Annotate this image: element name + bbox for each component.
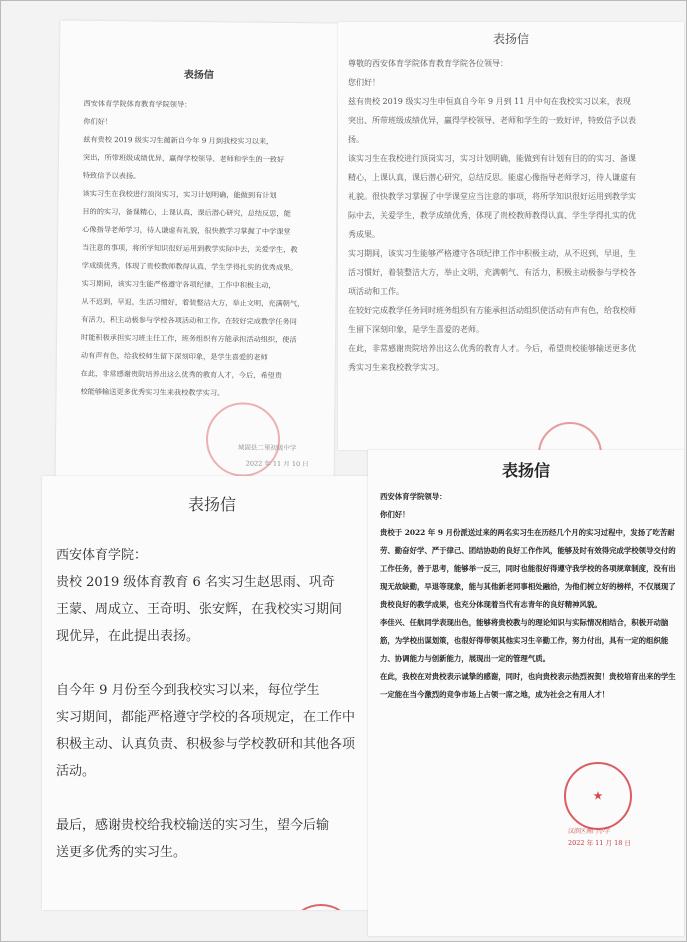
letter-line: 兹有贵校 2019 级实习生蔺新自今年 9 月到我校实习以来，	[83, 134, 274, 146]
letter-chenggu	[56, 21, 339, 480]
letter-title: 表扬信	[183, 69, 214, 82]
official-seal	[286, 904, 356, 910]
letter-nanmen	[368, 450, 684, 936]
letter-line: 动有声有色，给我校师生留下深刻印象，是学生喜爱的老师	[80, 350, 268, 362]
letter-line: 特致信予以表扬。	[82, 170, 141, 181]
letter-line: 兹有贵校 2019 级实习生申恒真自今年 9 月到 11 月中旬在我校实习以来，表现突出、所带班级成绩优异，赢得学校领导、老师和学生的一致好评，特致信予以表扬。	[348, 97, 636, 144]
letter-line: 西安体育学院领导：	[380, 492, 447, 501]
letter-title: 表扬信	[187, 495, 236, 514]
letter-line: 学成绩优秀，体现了贵校教师教得认真、学生学得扎实的优秀成果。	[81, 260, 298, 273]
letter-line: 送更多优秀的实习生。	[56, 845, 187, 860]
letter-date: 2022 年 11 月 10 日	[245, 459, 309, 469]
letter-line: 自今年 9 月份至今到我校实习以来，每位学生	[56, 683, 320, 698]
letter-shen	[338, 22, 684, 450]
letter-line: 最后，感谢贵校给我校输送的实习生，望今后输	[56, 818, 330, 833]
letter-line: 现优异，在此提出表扬。	[56, 629, 200, 644]
letter-line: 在此，非常感谢贵院培养出这么优秀的教育人才。今后，希望贵校能够输送更多优秀实习生来我校教学实习。	[348, 344, 636, 372]
letter-line: 您们好！	[348, 78, 380, 87]
letter-group	[42, 476, 382, 910]
letter-line: 积极主动、认真负责、积极参与学校教研和其他各项	[56, 737, 356, 752]
letter-line: 贵校 2019 级体育教育 6 名实习生赵思雨、巩奇	[56, 575, 335, 590]
letter-line: 活动。	[56, 764, 96, 779]
letter-body	[348, 54, 638, 377]
letter-line: 在此，我校在对贵校表示诚挚的感谢，同时，也向贵校表示热烈祝贺！贵校培育出来的学生一定能在当今激烈的竞争市场上占领一席之地，成为社会之有用人才！	[380, 672, 676, 699]
seal-star-icon: ★	[593, 790, 603, 802]
letter-line: 你们好！	[83, 116, 113, 127]
letter-body	[80, 95, 338, 404]
seal-text: 汉滨区南门小学	[568, 828, 611, 835]
official-seal	[564, 762, 632, 830]
letter-line: 该实习生在我校进行顶岗实习，实习计划明确，能做到有计划	[82, 188, 277, 200]
letter-line: 实习期间，都能严格遵守学校的各项规定，在工作中	[56, 710, 356, 725]
letter-line: 尊敬的西安体育学院体育教育学院各位领导：	[348, 59, 508, 68]
letter-line: 李佳兴、任航同学表现出色，能够将贵校教与的理论知识与实际情况相结合，积极开动脑筋，为学校出谋划策，也很好得带领其他实习生辛勤工作，努力付出，具有一定的组织能力、协调能力与创新能力，展现出一定的管理气质。	[380, 618, 669, 663]
letter-signature: 城固县二里初级中学	[237, 443, 297, 453]
letter-line: 校能够输送更多优秀实习生来我校教学实习。	[80, 386, 225, 398]
letter-line: 西安体育学院：	[56, 548, 148, 563]
official-seal	[538, 422, 602, 450]
letter-line: 心像指导老师学习，待人谦虚有礼貌，很快教学习掌握了中学课堂	[82, 224, 291, 236]
letter-line	[56, 785, 382, 812]
letter-body	[56, 542, 382, 866]
letter-line: 该实习生在我校进行顶岗实习，实习计划明确，能做到有计划有目的的实习、备课精心，上课认真，课后潜心研究，总结反思。能虚心像指导老师学习，待人谦虚有礼貌。很快教学习掌握了中学课堂应当注意的事项，将所学知识很好运用到教学实际中去，关爱学生，教学成绩优秀，体现了贵校教师教得认真、学生学得扎实的优秀成果。	[348, 154, 636, 239]
letter-line: 从不迟到，早退，生活习惯好，着装整洁大方，举止文明，充满朝气，	[81, 296, 305, 309]
letter-line: 贵校于 2022 年 9 月份派送过来的两名实习生在历经几个月的实习过程中，发扬了吃苦耐劳、勤奋好学、严于律己、团结协助的良好工作作风，能够及时有效得完成学校领导交付的工作任务，善于思考，能够举一反三，同时也能很好得遵守我学校的各项规章制度，没有出现无故缺勤，早退等现象，能与其他新老同事相处融洽，为他们树立好的榜样，不仅展现了贵校良好的教学成果，也充分体现着当代有志青年的良好精神风貌。	[380, 528, 676, 609]
letter-line: 突出，所带班级成绩优异，赢得学校领导、老师和学生的一致好	[82, 152, 285, 164]
letter-line: 当注意的事项，将所学知识很好运用到教学实际中去，关爱学生，教	[81, 242, 298, 255]
letter-line: 在此，非常感谢贵院培养出这么优秀的教育人才，今后，希望贵	[80, 368, 283, 380]
letter-line: 王蒙、周成立、王奇明、张安辉，在我校实习期间	[56, 602, 343, 617]
letter-line: 目的的实习，备课精心，上课认真，课后潜心研究，总结反思，能	[82, 206, 291, 218]
letter-line	[56, 650, 382, 677]
letter-line: 时能积极承担实习班主任工作，班务组织有方能承担活动组织，使活	[81, 332, 297, 345]
letter-line: 你们好！	[380, 510, 410, 519]
letter-line: 实习期间，该实习生能够严格遵守各项纪律工作中积极主动，从不迟到，早退，生活习惯好，着装整洁大方，举止文明，充满朝气、有活力，积极主动极参与学校各项活动和工作。	[348, 249, 636, 296]
letter-line: 有活力，积主动极参与学校各项活动和工作。在较好完成教学任务同	[81, 314, 297, 327]
letter-line: 在较好完成教学任务同时班务组织有方能承担活动组织使活动有声有色，给我校师生留下深刻印象，是学生喜爱的老师。	[348, 306, 636, 334]
letter-date: 2022 年 11 月 18 日	[568, 839, 631, 847]
letter-line: 西安体育学院体育教育学院领导：	[83, 98, 192, 109]
letter-title: 表扬信	[501, 461, 550, 480]
letter-line: 实习期间，该实习生能严格遵守各项纪律，工作中积极主动，	[81, 278, 276, 290]
letter-title: 表扬信	[492, 32, 529, 46]
letter-body	[380, 488, 676, 704]
